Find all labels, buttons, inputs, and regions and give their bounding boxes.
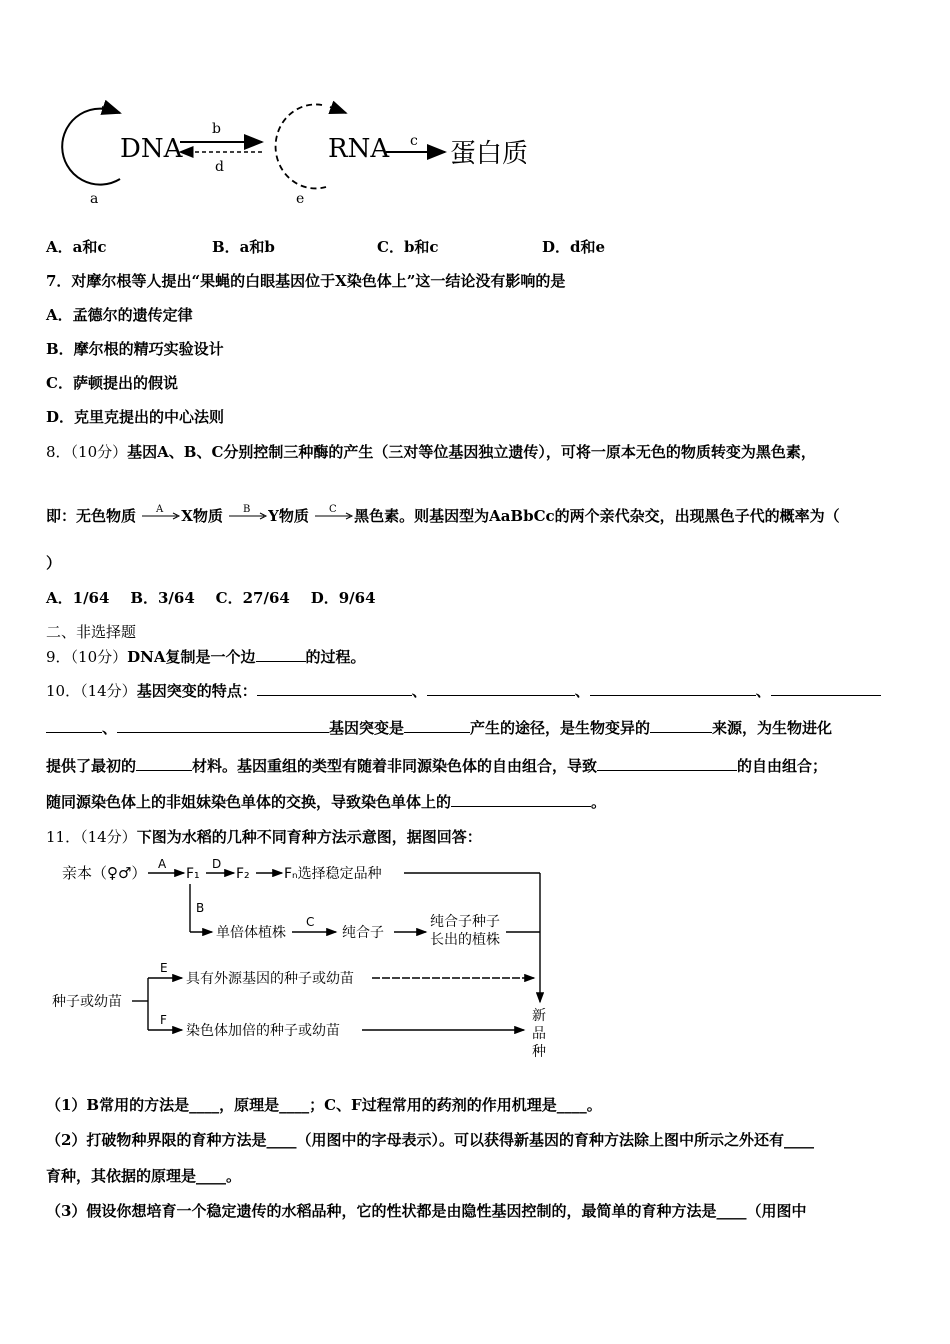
q7-stem: 7．对摩尔根等人提出“果蝇的白眼基因位于X染色体上”这一结论没有影响的是 [46, 272, 566, 290]
q8-arrow-a [141, 504, 181, 522]
q7-option-a: A．孟德尔的遗传定律 [46, 306, 193, 324]
svg-text:染色体加倍的种子或幼苗: 染色体加倍的种子或幼苗 [186, 1023, 340, 1039]
svg-text:种子或幼苗: 种子或幼苗 [52, 994, 122, 1010]
protein-label: 蛋白质 [450, 139, 529, 169]
svg-text:B: B [243, 504, 251, 515]
svg-text:F: F [160, 1013, 167, 1027]
q8-options: A．1/64 B．3/64 C．27/64 D．9/64 [46, 589, 376, 607]
q11-part3: （3）假设你想培育一个稳定遗传的水稻品种，它的性状都是由隐性基因控制的，最简单的育种方法是____（用图中 [46, 1202, 807, 1220]
q8-line1: 8．（10分）基因A、B、C分别控制三种酶的产生（三对等位基因独立遗传），可将一原本无色的物质转变为黑色素， [46, 443, 816, 461]
svg-text:C: C [329, 504, 337, 515]
rna-label: RNA [328, 134, 390, 164]
svg-text:A: A [156, 504, 164, 515]
q8-line2: 即：无色物质 A X物质 B Y物质 C 黑色素。则基因型为AaBbCc的两个亲代杂交，出现黑色子代的概率为（ [46, 504, 840, 525]
svg-text:E: E [160, 961, 168, 975]
q10-line4: 随同源染色体上的非姐妹染色单体的交换，导致染色单体上的 。 [46, 793, 607, 811]
q11-part1: （1）B常用的方法是____，原理是____；C、F过程常用的药剂的作用机理是____。 [46, 1096, 602, 1114]
section-heading: 二、非选择题 [46, 623, 137, 641]
svg-text:亲本（♀♂）: 亲本（♀♂） [62, 864, 147, 882]
q7-option-d: D．克里克提出的中心法则 [46, 408, 225, 426]
svg-text:新: 新 [532, 1008, 546, 1024]
svg-text:B: B [196, 901, 205, 915]
replication-loop-a [62, 109, 120, 185]
q8-line3: ） [46, 554, 62, 572]
svg-text:F₁: F₁ [186, 866, 200, 882]
q11-part2-line1: （2）打破物种界限的育种方法是____（用图中的字母表示）。可以获得新基因的育种方法除上图中所示之外还有____ [46, 1131, 814, 1149]
replication-loop-e [276, 104, 326, 188]
q6-option-b: B．a和b [212, 238, 275, 256]
svg-text:D: D [212, 857, 222, 871]
svg-text:长出的植株: 长出的植株 [430, 932, 500, 948]
svg-text:单倍体植株: 单倍体植株 [216, 925, 286, 941]
svg-text:A: A [158, 857, 167, 871]
svg-text:纯合子种子: 纯合子种子 [430, 914, 500, 930]
label-c: c [410, 133, 418, 149]
q10-line3: 提供了最初的 材料。基因重组的类型有随着非同源染色体的自由组合，导致 的自由组合； [46, 757, 828, 775]
q10-line1: 10．（14分）基因突变的特点： 、 、 、 [46, 680, 881, 701]
q8-number: 8．（10分） [46, 443, 128, 461]
svg-text:Fₙ选择稳定品种: Fₙ选择稳定品种 [284, 866, 382, 882]
q6-option-c: C．b和c [377, 238, 439, 256]
q11-stem: 11．（14分）下图为水稻的几种不同育种方法示意图，据图回答： [46, 828, 482, 846]
svg-text:种: 种 [532, 1044, 546, 1060]
q9-blank [256, 647, 306, 662]
breeding-methods-diagram [44, 852, 564, 1064]
q11-part2-line2: 育种，其依据的原理是____。 [46, 1167, 242, 1185]
svg-text:具有外源基因的种子或幼苗: 具有外源基因的种子或幼苗 [186, 971, 354, 987]
q7-option-b: B．摩尔根的精巧实验设计 [46, 340, 224, 358]
q8-arrow-c [314, 504, 354, 522]
q6-option-a: A．a和c [46, 238, 107, 256]
dna-label: DNA [120, 134, 183, 164]
svg-text:C: C [306, 915, 315, 929]
svg-text:F₂: F₂ [236, 866, 250, 882]
label-a: a [90, 191, 99, 207]
q10-line2: 、 基因突变是 产生的途径，是生物变异的 来源，为生物进化 [46, 717, 832, 738]
label-d: d [215, 159, 224, 175]
q7-option-c: C．萨顿提出的假说 [46, 374, 178, 392]
svg-text:纯合子: 纯合子 [342, 925, 384, 941]
label-e: e [296, 191, 305, 207]
q8-arrow-b [228, 504, 268, 522]
q6-option-d: D．d和e [542, 238, 606, 256]
svg-text:品: 品 [532, 1026, 546, 1042]
label-b: b [212, 121, 221, 137]
q9: 9．（10分）DNA复制是一个边 的过程。 [46, 648, 366, 666]
central-dogma-diagram [40, 95, 560, 215]
